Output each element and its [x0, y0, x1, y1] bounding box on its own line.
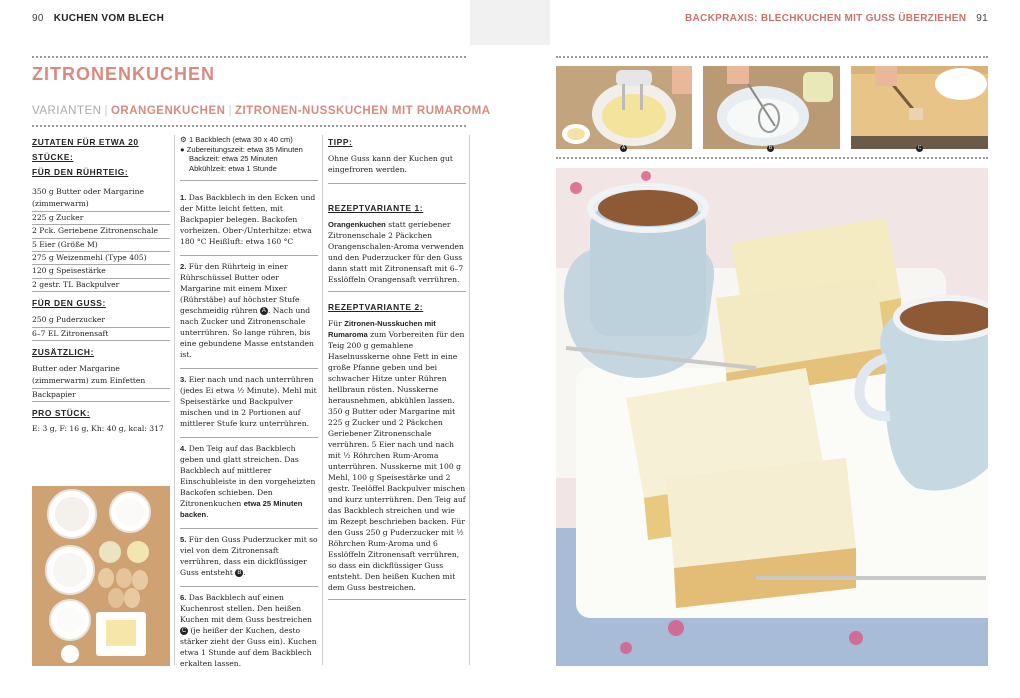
method-column	[180, 135, 318, 677]
photo-badge: B	[768, 145, 773, 151]
ingredients-illustration	[32, 486, 170, 666]
step-6: 6. Das Backblech auf einen Kuchenrost stellen. Den heißen Kuchen mit dem Guss bestreichen C (je heißer der Kuchen, desto stärker zieht der Guss ein). Kuchen etwa 1 Stunde auf dem Backblech erkalten lassen.	[180, 593, 317, 668]
recipe-title: ZITRONENKUCHEN	[32, 64, 215, 84]
tip-text: Ohne Guss kann der Kuchen gut eingefroren werden.	[328, 154, 453, 174]
page-number: 90	[32, 13, 44, 24]
bake-time: Backzeit: etwa 25 Minuten	[189, 154, 278, 163]
ingredient-item: 6–7 EL Zitronensaft	[32, 328, 170, 341]
step-3: 3. Eier nach und nach unterrühren (jedes Ei etwa ½ Minute). Mehl mit Speisestärke und Backpulver mischen und in 2 Portionen auf mittlerer Stufe kurz unterrühren.	[180, 375, 317, 428]
divider	[180, 586, 318, 587]
photo-badge: A	[621, 145, 626, 151]
divider	[180, 437, 318, 438]
ingredient-item: 250 g Puderzucker	[32, 314, 170, 327]
photo-ref-badge: A	[261, 308, 266, 314]
ingredient-item: 120 g Speisestärke	[32, 265, 170, 278]
ingredient-item: Butter oder Margarine (zimmerwarm) zum Einfetten	[32, 363, 170, 389]
divider	[32, 125, 466, 127]
photo-ref-badge: C	[181, 628, 187, 634]
variants-line: VARIANTEN | ORANGENKUCHEN | ZITRONEN-NUSSKUCHEN MIT RUMAROMA	[32, 105, 491, 117]
nutrition-values: E: 3 g, F: 16 g, Kh: 40 g, kcal: 317	[32, 424, 164, 434]
divider	[556, 56, 988, 58]
step-2: 2. Für den Rührteig in einer Rührschüssel Butter oder Margarine mit einem Mixer (Rührstäbe) auf höchster Stufe geschmeidig rühren A . Nach und nach Zucker und Zitronenschale unterrühren. So lange rühren, bis eine gebundene Masse entstanden ist.	[180, 262, 314, 359]
variant1-heading: REZEPTVARIANTE 1:	[328, 203, 424, 213]
gutter-shade	[470, 0, 510, 45]
right-page	[510, 0, 1020, 698]
step-photo-brushing	[851, 66, 988, 149]
per-piece-heading: PRO STÜCK:	[32, 408, 91, 419]
ingredients-column	[32, 135, 170, 434]
ingredients-photo	[32, 486, 170, 666]
step-photo-glaze	[703, 66, 840, 149]
gutter-shade	[510, 0, 550, 45]
tip-heading: TIPP:	[328, 137, 353, 147]
divider	[328, 291, 466, 292]
variant-name: ORANGENKUCHEN	[110, 105, 226, 117]
left-running-header	[32, 13, 164, 24]
extra-heading: ZUSÄTZLICH:	[32, 347, 94, 358]
ingredient-item: 2 Pck. Geriebene Zitronenschale	[32, 225, 170, 238]
photo-badge: C	[917, 145, 922, 151]
ingredients-heading: ZUTATEN FÜR ETWA 20 STÜCKE:	[32, 137, 139, 162]
step-4: 4. Den Teig auf das Backblech geben und glatt streichen. Das Backblech auf mittlerer Einschubleiste in den vorgeheizten Backofen schieben. Den Zitronenkuchen etwa 25 Minuten backen.	[180, 444, 316, 519]
lemon-cake-illustration	[556, 168, 988, 666]
tips-column	[328, 135, 466, 605]
ingredient-item: 2 gestr. TL Backpulver	[32, 279, 170, 292]
divider	[556, 157, 988, 159]
variant2-heading: REZEPTVARIANTE 2:	[328, 302, 424, 312]
right-running-header	[685, 13, 988, 24]
divider	[32, 56, 466, 58]
prep-time: Zubereitungszeit: etwa 35 Minuten	[186, 144, 303, 154]
step-1: 1. Das Backblech in den Ecken und der Mitte leicht fetten, mit Backpapier belegen. Backofen vorheizen. Ober-/Unterhitze: etwa 180 °C Heißluft: etwa 160 °C	[180, 193, 316, 246]
variant2-text: Für Zitronen-Nusskuchen mit Rumaroma zum Vorbereiten für den Teig 200 g gemahlene Haselnusskerne ohne Fett in eine große Pfanne geben und bei schwacher Hitze unter Rühren hellbraun rösten. Nusskerne herausnehmen, abkühlen lassen. 350 g Butter oder Margarine mit 225 g Zucker und 2 Päckchen Geriebener Zitronenschale verrühren. 5 Eier nach und nach mit ½ Röhrchen Rum-Aroma unterrühren. Nusskerne mit 100 g Mehl, 100 g Speisestärke und 2 gestr. Teelöffel Backpulver mischen und kurz unterrühren. Den Teig auf das Backblech streichen und wie im Rezept beschrieben backen. Für den Guss 250 g Puderzucker mit ½ Röhrchen Rum-Aroma und 6 Esslöffeln Zitronensaft verrühren, so dass ein dickflüssiger Guss entsteht. Den heißen Kuchen mit dem Guss bestreichen.	[328, 319, 466, 592]
step-5: 5. Für den Guss Puderzucker mit so viel von dem Zitronensaft verrühren, dass ein dickflüssiger Guss entsteht B .	[180, 535, 318, 577]
cool-time: Abkühlzeit: etwa 1 Stunde	[189, 163, 277, 173]
variant1-text: Orangenkuchen statt geriebener Zitronenschale 2 Päckchen Orangenschalen-Aroma verwenden und den Puderzucker für den Guss dann statt mit Zitronensaft mit 6–7 Esslöffeln Orangensaft verrühren.	[328, 220, 464, 284]
clock-icon: ●	[180, 144, 185, 154]
ingredient-item: 275 g Weizenmehl (Type 405)	[32, 252, 170, 265]
page-number: 91	[976, 13, 988, 24]
tray-icon: ⚙	[180, 135, 187, 144]
step-photo-mixing	[556, 66, 692, 149]
chapter-title: KUCHEN VOM BLECH	[53, 13, 165, 24]
divider	[328, 599, 466, 600]
meta-block	[180, 135, 318, 173]
column-rule	[174, 135, 175, 665]
photo-ref-badge: B	[237, 570, 242, 576]
cake-photo	[556, 168, 988, 666]
divider	[180, 528, 318, 529]
divider	[180, 255, 318, 256]
ingredient-item: 225 g Zucker	[32, 212, 170, 225]
column-rule	[469, 135, 470, 665]
divider	[180, 180, 318, 181]
variant-name: ZITRONEN-NUSSKUCHEN MIT RUMAROMA	[234, 105, 491, 117]
column-rule	[322, 135, 323, 665]
divider	[328, 183, 466, 184]
ingredient-item: Backpapier	[32, 389, 170, 402]
divider	[180, 368, 318, 369]
variants-label: VARIANTEN	[32, 105, 102, 117]
ingredient-item: 350 g Butter oder Margarine (zimmerwarm)	[32, 186, 170, 212]
dough-heading: FÜR DEN RÜHRTEIG:	[32, 167, 129, 177]
tray-size: 1 Backblech (etwa 30 x 40 cm)	[188, 135, 293, 144]
section-title: BACKPRAXIS: BLECHKUCHEN MIT GUSS ÜBERZIEHEN	[685, 13, 967, 24]
glaze-heading: FÜR DEN GUSS:	[32, 298, 106, 309]
ingredient-item: 5 Eier (Größe M)	[32, 239, 170, 252]
